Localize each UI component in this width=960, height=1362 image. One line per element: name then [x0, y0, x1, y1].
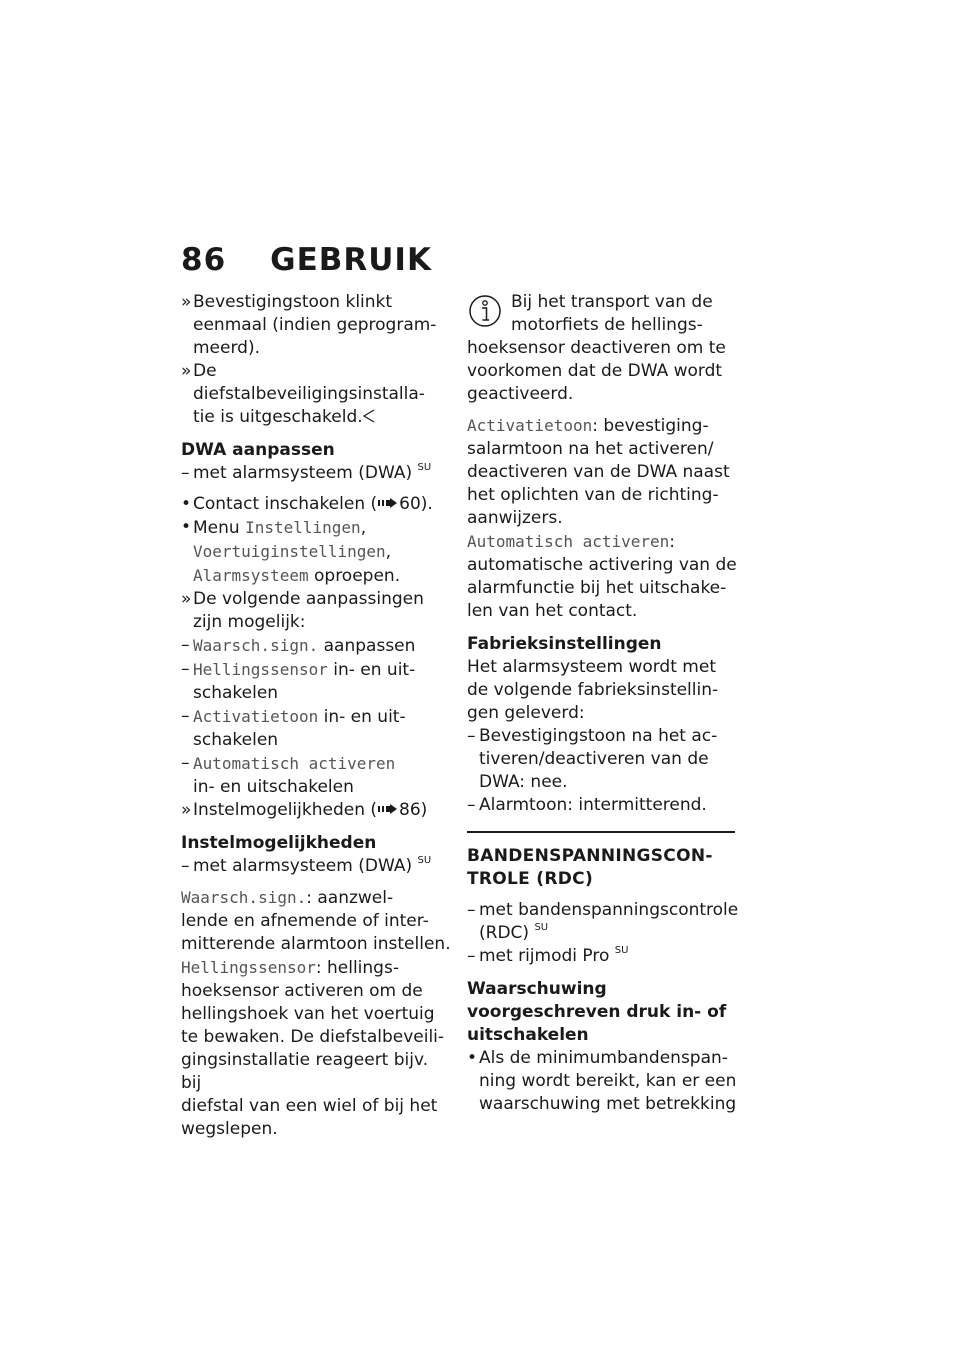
option-item: – Automatisch activeren in- en uitschakelen [181, 753, 396, 797]
paragraph: Waarsch.sign.: aanzwel- lende en afnemende of inter- mitterende alarmtoon instellen. [181, 888, 451, 954]
page-header [181, 240, 432, 280]
step: • Als de minimumbandenspan- ning wordt bereikt, kan er een waarschuwing met betrekking [467, 1048, 737, 1114]
paragraph: Het alarmsysteem wordt met de volgende fabrieksinstellin- gen geleverd: [467, 657, 719, 723]
result-item: » De volgende aanpassingen zijn mogelijk: [181, 589, 424, 632]
right-column [467, 291, 739, 1116]
section-title: BANDENSPANNINGSCON- TROLE (RDC) [467, 846, 713, 889]
paragraph: Hellingssensor: hellings- hoeksensor activeren om de hellingshoek van het voertuig te bewaken. De diefstalbeveili- gingsinstallatie reageert bijv. bij diefstal van een wiel of bij het wegslepen. [181, 958, 445, 1139]
step: • Contact inschakelen ( 60). [181, 494, 433, 514]
info-note: Bij het transport van de motorfiets de hellings- hoeksensor deactiveren om te voorkomen dat de DWA wordt geactiveerd. [467, 292, 726, 404]
page-ref-arrow-icon [378, 804, 398, 814]
result-item: » De diefstalbeveiligingsinstalla- tie is uitgeschakeld. [181, 361, 425, 427]
option-item: – Activatietoon in- en uit- schakelen [181, 706, 406, 750]
requirement: – met alarmsysteem (DWA) $^{SU}$ [181, 855, 432, 876]
info-icon [467, 293, 503, 329]
page-ref-arrow-icon [378, 498, 398, 508]
option-item: – Waarsch.sign. aanpassen [181, 635, 416, 656]
left-column [181, 291, 453, 1141]
option-item: – Hellingssensor in- en uit- schakelen [181, 659, 416, 703]
page-number: 86 [181, 242, 227, 278]
requirement: – met alarmsysteem (DWA) $^{SU}$ [181, 462, 432, 483]
end-marker-icon [363, 409, 375, 423]
requirement: – met bandenspanningscontrole (RDC) $^{SU}$ [467, 900, 739, 943]
result-item: » Bevestigingstoon klinkt eenmaal (indien geprogram- meerd). [181, 292, 437, 358]
chapter-title: GEBRUIK [270, 242, 432, 278]
paragraph: Automatisch activeren: automatische activering van de alarmfunctie bij het uitschake- len van het contact. [467, 532, 737, 621]
section-heading: Fabrieksinstellingen [467, 634, 662, 654]
step: • Menu Instellingen, Voertuiginstellingen, Alarmsysteem oproepen. [181, 517, 401, 586]
section-heading: DWA aanpassen [181, 440, 335, 460]
section-heading: Instelmogelijkheden [181, 833, 377, 853]
list-item: – Bevestigingstoon na het ac- tiveren/deactiveren van de DWA: nee. [467, 726, 718, 792]
section-heading: Waarschuwing voorgeschreven druk in- of uitschakelen [467, 979, 727, 1045]
paragraph: Activatietoon: bevestiging- salarmtoon na het activeren/ deactiveren van de DWA naast het oplichten van de richting- aanwijzers. [467, 416, 730, 528]
list-item: – Alarmtoon: intermitterend. [467, 795, 707, 815]
result-item: » Instelmogelijkheden ( 86) [181, 800, 428, 820]
requirement: – met rijmodi Pro $^{SU}$ [467, 945, 629, 966]
section-divider [467, 831, 735, 833]
